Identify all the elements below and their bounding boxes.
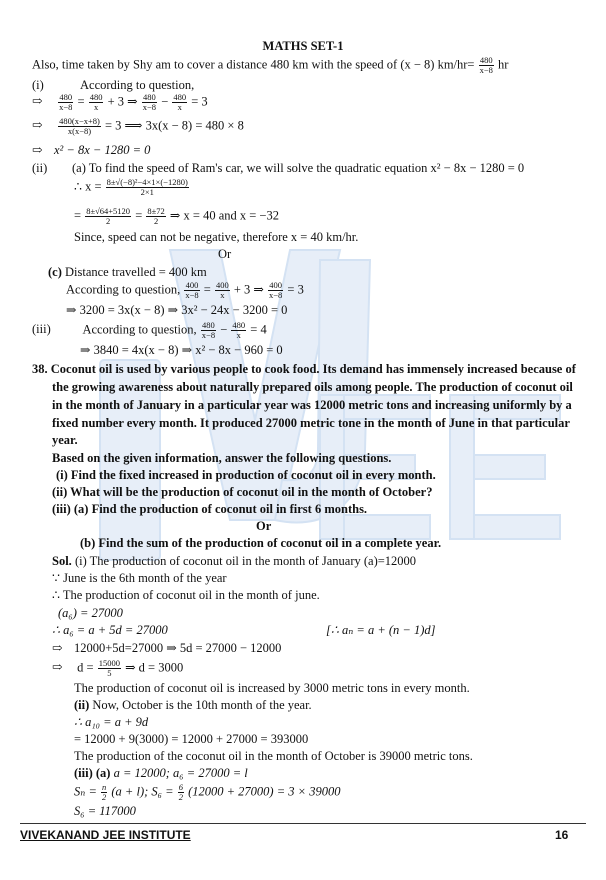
text-line: (i) According to question, xyxy=(32,78,195,92)
solution-line: Sol. (i) The production of coconut oil in the month of January (a)=12000 xyxy=(52,554,417,568)
formula-note: [∴ aₙ = a + (n − 1)d] xyxy=(326,623,436,637)
footer-divider xyxy=(20,823,586,824)
solution-line: The production of coconut oil is increased by 3000 metric tons in every month. xyxy=(74,681,470,695)
solution-line: (iii) (a) a = 12000; a₆ = 27000 = l xyxy=(74,766,248,780)
page-title: MATHS SET-1 xyxy=(262,39,344,53)
question-38-line: the growing awareness about naturally prepared oils among people. The production of coconut oil xyxy=(52,380,573,394)
arrow-icon: ⇨ xyxy=(52,660,63,675)
question-38-line: fixed number every month. It produced 27000 metric tone in the month of June in that particular xyxy=(52,416,570,430)
arrow-icon: ⇨ xyxy=(32,94,43,109)
text-line xyxy=(32,56,508,75)
line-text: hr xyxy=(498,57,509,72)
question-38-line: 38. Coconut oil is used by various people to cook food. Its demand has immensely increased because of xyxy=(32,362,576,376)
arrow-icon: ⇨ xyxy=(32,118,43,133)
question-38-part: (b) Find the sum of the production of coconut oil in a complete year. xyxy=(80,536,442,550)
text-line: (ii) (a) To find the speed of Ram's car, we will solve the quadratic equation x² − 8x − 1280 = 0 xyxy=(32,161,525,175)
equation-line: ⇨ x² − 8x − 1280 = 0 xyxy=(32,143,151,157)
question-38-part: (ii) What will be the production of coconut oil in the month of October? xyxy=(52,485,433,499)
solution-line: = 12000 + 9(3000) = 12000 + 27000 = 393000 xyxy=(74,732,309,746)
solution-line: ⇨ d = $\frac{15000}{5}$ ⇒ d = 3000 xyxy=(52,658,184,678)
solution-line: Sₙ = $\frac{n}{2}$ (a + l); S₆ = $\frac{6}{2}$ (12000 + 27000) = 3 × 39000 xyxy=(74,782,341,802)
solution-line: ⇨ 12000+5d=27000 ⇒ 5d = 27000 − 12000 xyxy=(52,641,282,655)
solution-line: (a₆) = 27000 xyxy=(58,606,123,620)
equation-line: ⇨ $\frac{480(x-x+8)}{x(x-8)}$ = 3 ⟹ 3x(x − 8) = 480 × 8 xyxy=(32,116,244,136)
equation-line: ⇒ 3840 = 4x(x − 8) ⇒ x² − 8x − 960 = 0 xyxy=(80,343,283,357)
question-38-line: year. xyxy=(52,433,78,447)
equation-line: = $\frac{8\pm√64+5120}{2}$ = $\frac{8\pm 72}{2}$ ⇒ x = 40 and x = −32 xyxy=(74,206,279,226)
arrow-icon: ⇨ xyxy=(32,143,43,157)
text-line: Since, speed can not be negative, therefore x = 40 km/hr. xyxy=(74,230,359,244)
solution-line: ∵ June is the 6th month of the year xyxy=(52,571,227,585)
solution-line: ∴ a₆ = a + 5d = 27000 xyxy=(52,623,168,637)
equation-line: (iii) According to question, $\frac{480}{x-8}$ − $\frac{480}{x}$ = 4 xyxy=(32,320,267,340)
or-separator: Or xyxy=(218,247,232,261)
solution-line: S₆ = 117000 xyxy=(74,804,136,818)
equation-line: ∴ x = $\frac{\text{8±√(−8)²−4×1×(−1280)}}{2\times 1}$ xyxy=(74,177,188,197)
line-text: Also, time taken by Shy am to cover a distance 480 km with the speed of (x − 8) km/hr= xyxy=(32,57,475,72)
question-38-line: in the month of January in a particular year was 12000 metric tons and increasing uniformly by a xyxy=(52,398,572,412)
solution-line: The production of the coconut oil in the month of October is 39000 metric tons. xyxy=(74,749,473,763)
equation-line: ⇒ 3200 = 3x(x − 8) ⇒ 3x² − 24x − 3200 = 0 xyxy=(66,303,288,317)
solution-line: ∴ a₁₀ = a + 9d xyxy=(74,715,149,729)
or-separator: Or xyxy=(256,519,272,533)
fraction: $\frac{480}{x-8}$ xyxy=(479,55,493,75)
equation-line: ⇨ $\frac{480}{x-8}$ = $\frac{480}{x}$ + 3 ⇒ $\frac{480}{x-8}$ − $\frac{480}{x}$ = 3 xyxy=(32,92,208,112)
text-line: (c) Distance travelled = 400 km xyxy=(48,265,207,279)
page-number: 16 xyxy=(555,828,569,842)
question-38-line: Based on the given information, answer the following questions. xyxy=(52,451,392,465)
solution-line: ∴ The production of coconut oil in the month of june. xyxy=(52,588,320,602)
question-38-part: (i) Find the fixed increased in production of coconut oil in every month. xyxy=(56,468,436,482)
equation-line: According to question, $\frac{400}{x-8}$ = $\frac{400}{x}$ + 3 ⇒ $\frac{400}{x-8}$ = 3 xyxy=(66,280,304,300)
solution-line: (ii) Now, October is the 10th month of the year. xyxy=(74,698,312,712)
footer-institute-name: VIVEKANAND JEE INSTITUTE xyxy=(20,828,191,842)
question-38-part: (iii) (a) Find the production of coconut oil in first 6 months. xyxy=(52,502,368,516)
arrow-icon: ⇨ xyxy=(52,641,63,655)
